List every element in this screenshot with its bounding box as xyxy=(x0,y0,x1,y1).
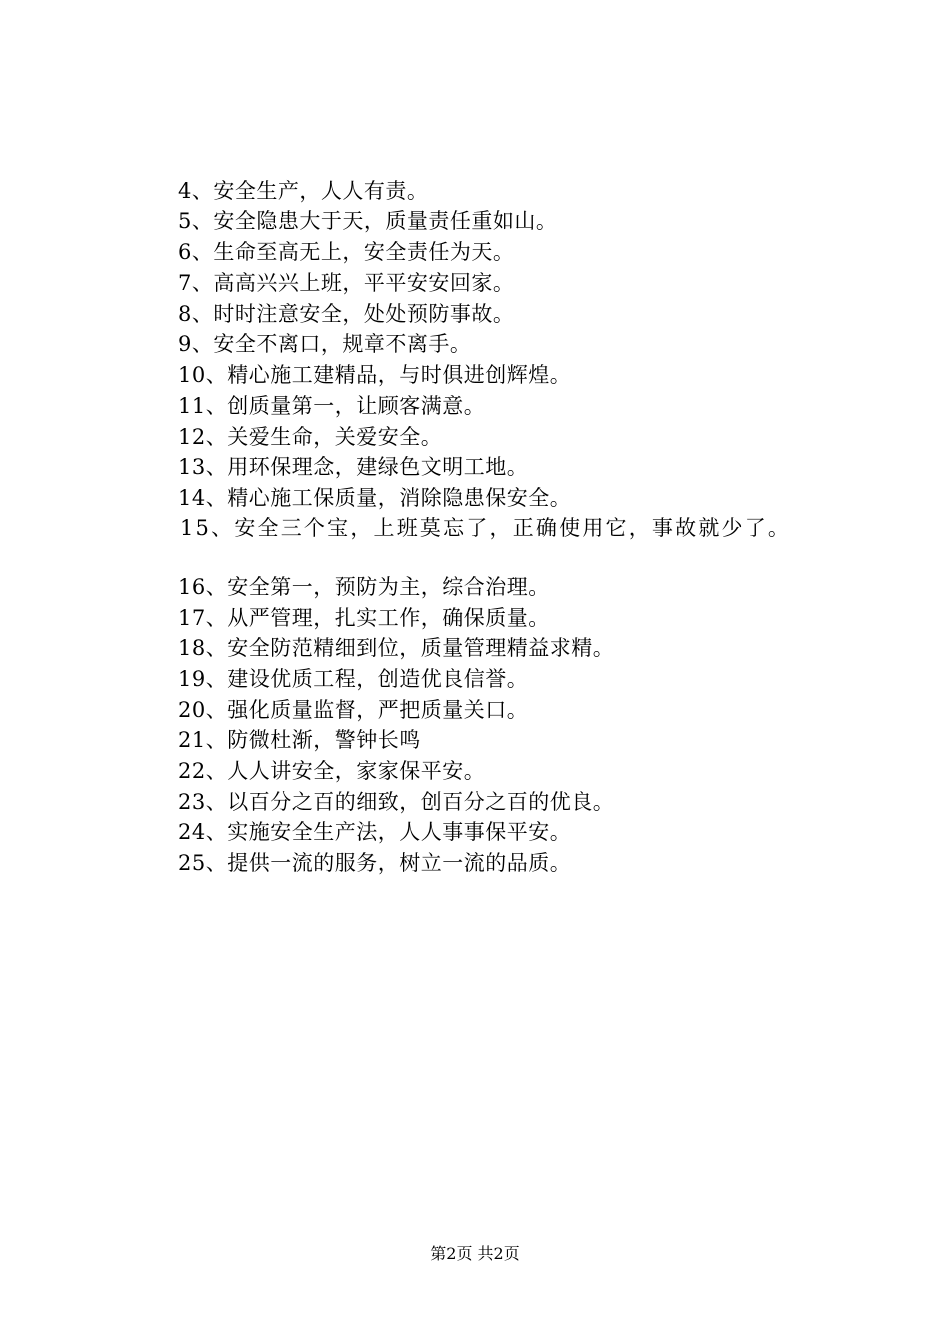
slogan-line-22: 22、人人讲安全，家家保平安。 xyxy=(178,759,486,783)
slogan-line-15: 15、安全三个宝，上班莫忘了，正确使用它，事故就少了。 xyxy=(180,516,792,540)
slogan-line-12: 12、关爱生命，关爱安全。 xyxy=(178,425,443,449)
slogan-line-24: 24、实施安全生产法，人人事事保平安。 xyxy=(178,820,572,844)
slogan-line-5: 5、安全隐患大于天，质量责任重如山。 xyxy=(178,209,558,233)
slogan-line-6: 6、生命至高无上，安全责任为天。 xyxy=(178,240,515,264)
slogan-line-13: 13、用环保理念，建绿色文明工地。 xyxy=(178,455,529,479)
slogan-line-18: 18、安全防范精细到位，质量管理精益求精。 xyxy=(178,636,615,660)
slogan-line-21: 21、防微杜渐，警钟长鸣 xyxy=(178,728,421,752)
slogan-line-19: 19、建设优质工程，创造优良信誉。 xyxy=(178,667,529,691)
slogan-line-9: 9、安全不离口，规章不离手。 xyxy=(178,332,472,356)
slogan-line-10: 10、精心施工建精品，与时俱进创辉煌。 xyxy=(178,363,572,387)
slogan-line-16: 16、安全第一，预防为主，综合治理。 xyxy=(178,575,550,599)
slogan-line-4: 4、安全生产，人人有责。 xyxy=(178,179,429,203)
slogan-line-7: 7、高高兴兴上班，平平安安回家。 xyxy=(178,271,515,295)
slogan-line-17: 17、从严管理，扎实工作，确保质量。 xyxy=(178,606,550,630)
slogan-line-25: 25、提供一流的服务，树立一流的品质。 xyxy=(178,851,572,875)
page-footer: 第2页 共2页 xyxy=(430,1244,520,1263)
slogan-line-20: 20、强化质量监督，严把质量关口。 xyxy=(178,698,529,722)
slogan-line-23: 23、以百分之百的细致，创百分之百的优良。 xyxy=(178,790,615,814)
slogan-line-14: 14、精心施工保质量，消除隐患保安全。 xyxy=(178,486,572,510)
slogan-line-8: 8、时时注意安全，处处预防事故。 xyxy=(178,302,515,326)
slogan-line-11: 11、创质量第一，让顾客满意。 xyxy=(178,394,486,418)
